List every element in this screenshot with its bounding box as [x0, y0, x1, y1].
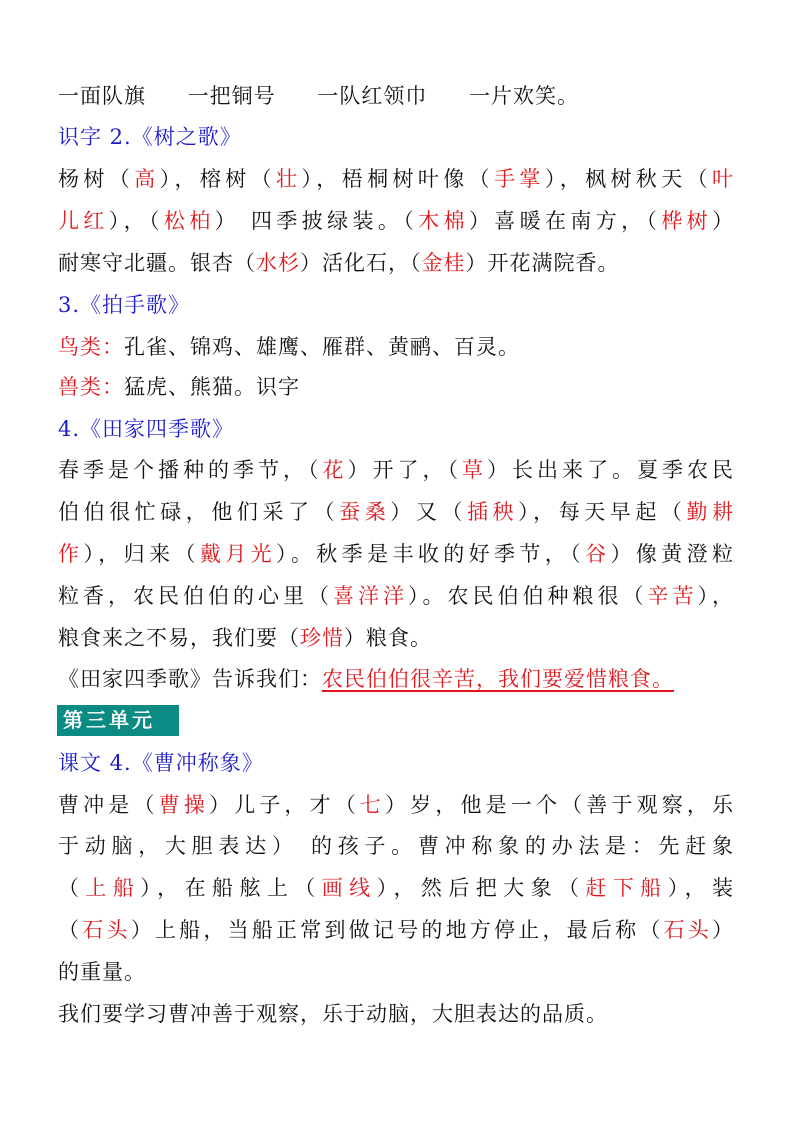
- answer-text: 谷: [585, 542, 611, 566]
- body-text: ） 四季披绿装。（: [214, 209, 419, 233]
- body-text: ）: [712, 918, 735, 942]
- answer-text: 七: [359, 793, 386, 817]
- heading-shu-zhi-ge: 识字 2.《树之歌》: [58, 125, 242, 149]
- heading-tian-jia-si-ji-ge: 4.《田家四季歌》: [58, 417, 235, 441]
- answer-text: 画线: [321, 876, 377, 900]
- body-text: ），: [697, 584, 734, 608]
- body-text: ）上船，当船正常到做记号的地方停止，最后称（: [130, 918, 664, 942]
- word-1: 一面队旗: [58, 84, 146, 108]
- answer-text: 桦树: [661, 209, 713, 233]
- tian-line-1: [58, 456, 734, 484]
- body-text: （: [58, 876, 86, 900]
- cao-line-3: [58, 874, 734, 902]
- body-text: ）开花满院香。: [465, 251, 620, 275]
- answer-text: 作: [58, 542, 84, 566]
- body-text: ）粮食。: [344, 626, 432, 650]
- body-text: ）长出来了。夏季农民: [487, 458, 734, 482]
- heading-cao-chong-cheng-xiang: 课文 4.《曹冲称象》: [58, 751, 264, 775]
- answer-text: 上船: [85, 876, 141, 900]
- answer-text: 石头: [82, 918, 131, 942]
- beasts-text: 猛虎、熊猫。识字: [124, 375, 300, 399]
- body-text: ），归来（: [83, 542, 200, 566]
- cao-line-4: [58, 916, 734, 944]
- beasts-label: 兽类：: [58, 375, 124, 399]
- answer-text: 金桂: [421, 251, 466, 275]
- answer-text: 手掌: [494, 167, 545, 191]
- body-text: ）儿子，才（: [208, 793, 360, 817]
- word-2: 一把铜号: [187, 84, 276, 108]
- answer-text: 插秧: [466, 500, 519, 524]
- body-text: 曹冲是（: [58, 793, 159, 817]
- shu-line-3: [58, 249, 620, 277]
- answer-text: 珍惜: [300, 626, 344, 650]
- birds-label: 鸟类：: [58, 335, 124, 359]
- answer-text: 石头: [663, 918, 713, 942]
- tian-line-4: [58, 582, 734, 610]
- answer-text: 勤耕: [686, 500, 735, 524]
- answer-text: 高: [134, 167, 160, 191]
- body-text: 的重量。: [58, 960, 146, 984]
- cao-line-2: [58, 832, 734, 860]
- body-text: ），（: [108, 209, 164, 233]
- answer-text: 喜洋洋: [333, 584, 408, 608]
- word-3: 一队红领巾: [317, 84, 428, 108]
- answer-text: 花: [322, 458, 348, 482]
- body-text: 伯伯很忙碌，他们采了（: [58, 500, 340, 524]
- body-text: ）。农民伯伯种粮很（: [408, 584, 648, 608]
- tell-line: [58, 665, 674, 693]
- body-text: ），梧桐树叶像（: [301, 167, 495, 191]
- body-text: ）像黄澄粒: [610, 542, 735, 566]
- answer-text: 木棉: [418, 209, 469, 233]
- body-text: ）喜暖在南方，（: [468, 209, 662, 233]
- body-text: ）活化石，（: [300, 251, 422, 275]
- body-text: ），枫树秋天（: [544, 167, 713, 191]
- body-text: ），然后把大象（: [376, 876, 586, 900]
- answer-text: 壮: [276, 167, 302, 191]
- unit-badge: 第三单元: [57, 705, 179, 736]
- word-list-line: [58, 82, 579, 110]
- shu-line-2: [58, 207, 734, 235]
- body-text: ）开了，（: [347, 458, 462, 482]
- answer-text: 松柏: [163, 209, 215, 233]
- body-text: ）岁，他是一个（善于观察，乐: [385, 793, 735, 817]
- answer-text: 草: [462, 458, 487, 482]
- tian-line-2: [58, 498, 734, 526]
- body-text: ），在船舷上（: [140, 876, 322, 900]
- answer-text: 叶: [712, 167, 735, 191]
- body-text: ），每天早起（: [518, 500, 687, 524]
- birds-text: 孔雀、锦鸡、雄鹰、雁群、黄鹂、百灵。: [124, 335, 520, 359]
- beasts-line: [58, 373, 300, 401]
- body-text: ），装: [667, 876, 735, 900]
- answer-text: 戴月光: [199, 542, 277, 566]
- body-text: 耐寒守北疆。银杏（: [58, 251, 256, 275]
- birds-line: [58, 333, 520, 361]
- cao-line-1: [58, 791, 734, 819]
- answer-text: 赶下船: [585, 876, 668, 900]
- body-text: 春季是个播种的季节，（: [58, 458, 323, 482]
- body-text: 杨树（: [58, 167, 135, 191]
- answer-text: 蚕桑: [339, 500, 391, 524]
- word-4: 一片欢笑。: [469, 84, 580, 108]
- body-text: ），榕树（: [159, 167, 277, 191]
- cao-line-5: [58, 958, 146, 986]
- tian-line-5: [58, 624, 432, 652]
- body-text: 于动脑，大胆表达） 的孩子。曹冲称象的办法是：先赶象: [58, 834, 734, 858]
- body-text: 粒香，农民伯伯的心里（: [58, 584, 333, 608]
- body-text: （: [58, 918, 83, 942]
- tell-answer: 农民伯伯很辛苦，我们要爱惜粮食。: [322, 667, 674, 691]
- final-line: 我们要学习曹冲善于观察，乐于动脑，大胆表达的品质。: [58, 1002, 608, 1026]
- answer-text: 辛苦: [647, 584, 698, 608]
- body-text: ）: [712, 209, 735, 233]
- body-text: 粮食来之不易，我们要（: [58, 626, 300, 650]
- shu-line-1: [58, 165, 734, 193]
- tell-label: 《田家四季歌》告诉我们：: [58, 667, 322, 691]
- answer-text: 儿红: [58, 209, 109, 233]
- body-text: ）又（: [390, 500, 467, 524]
- answer-text: 曹操: [158, 793, 209, 817]
- answer-text: 水杉: [256, 251, 300, 275]
- tian-line-3: [58, 540, 734, 568]
- heading-pai-shou-ge: 3.《拍手歌》: [58, 293, 191, 317]
- body-text: ）。秋季是丰收的好季节，（: [276, 542, 586, 566]
